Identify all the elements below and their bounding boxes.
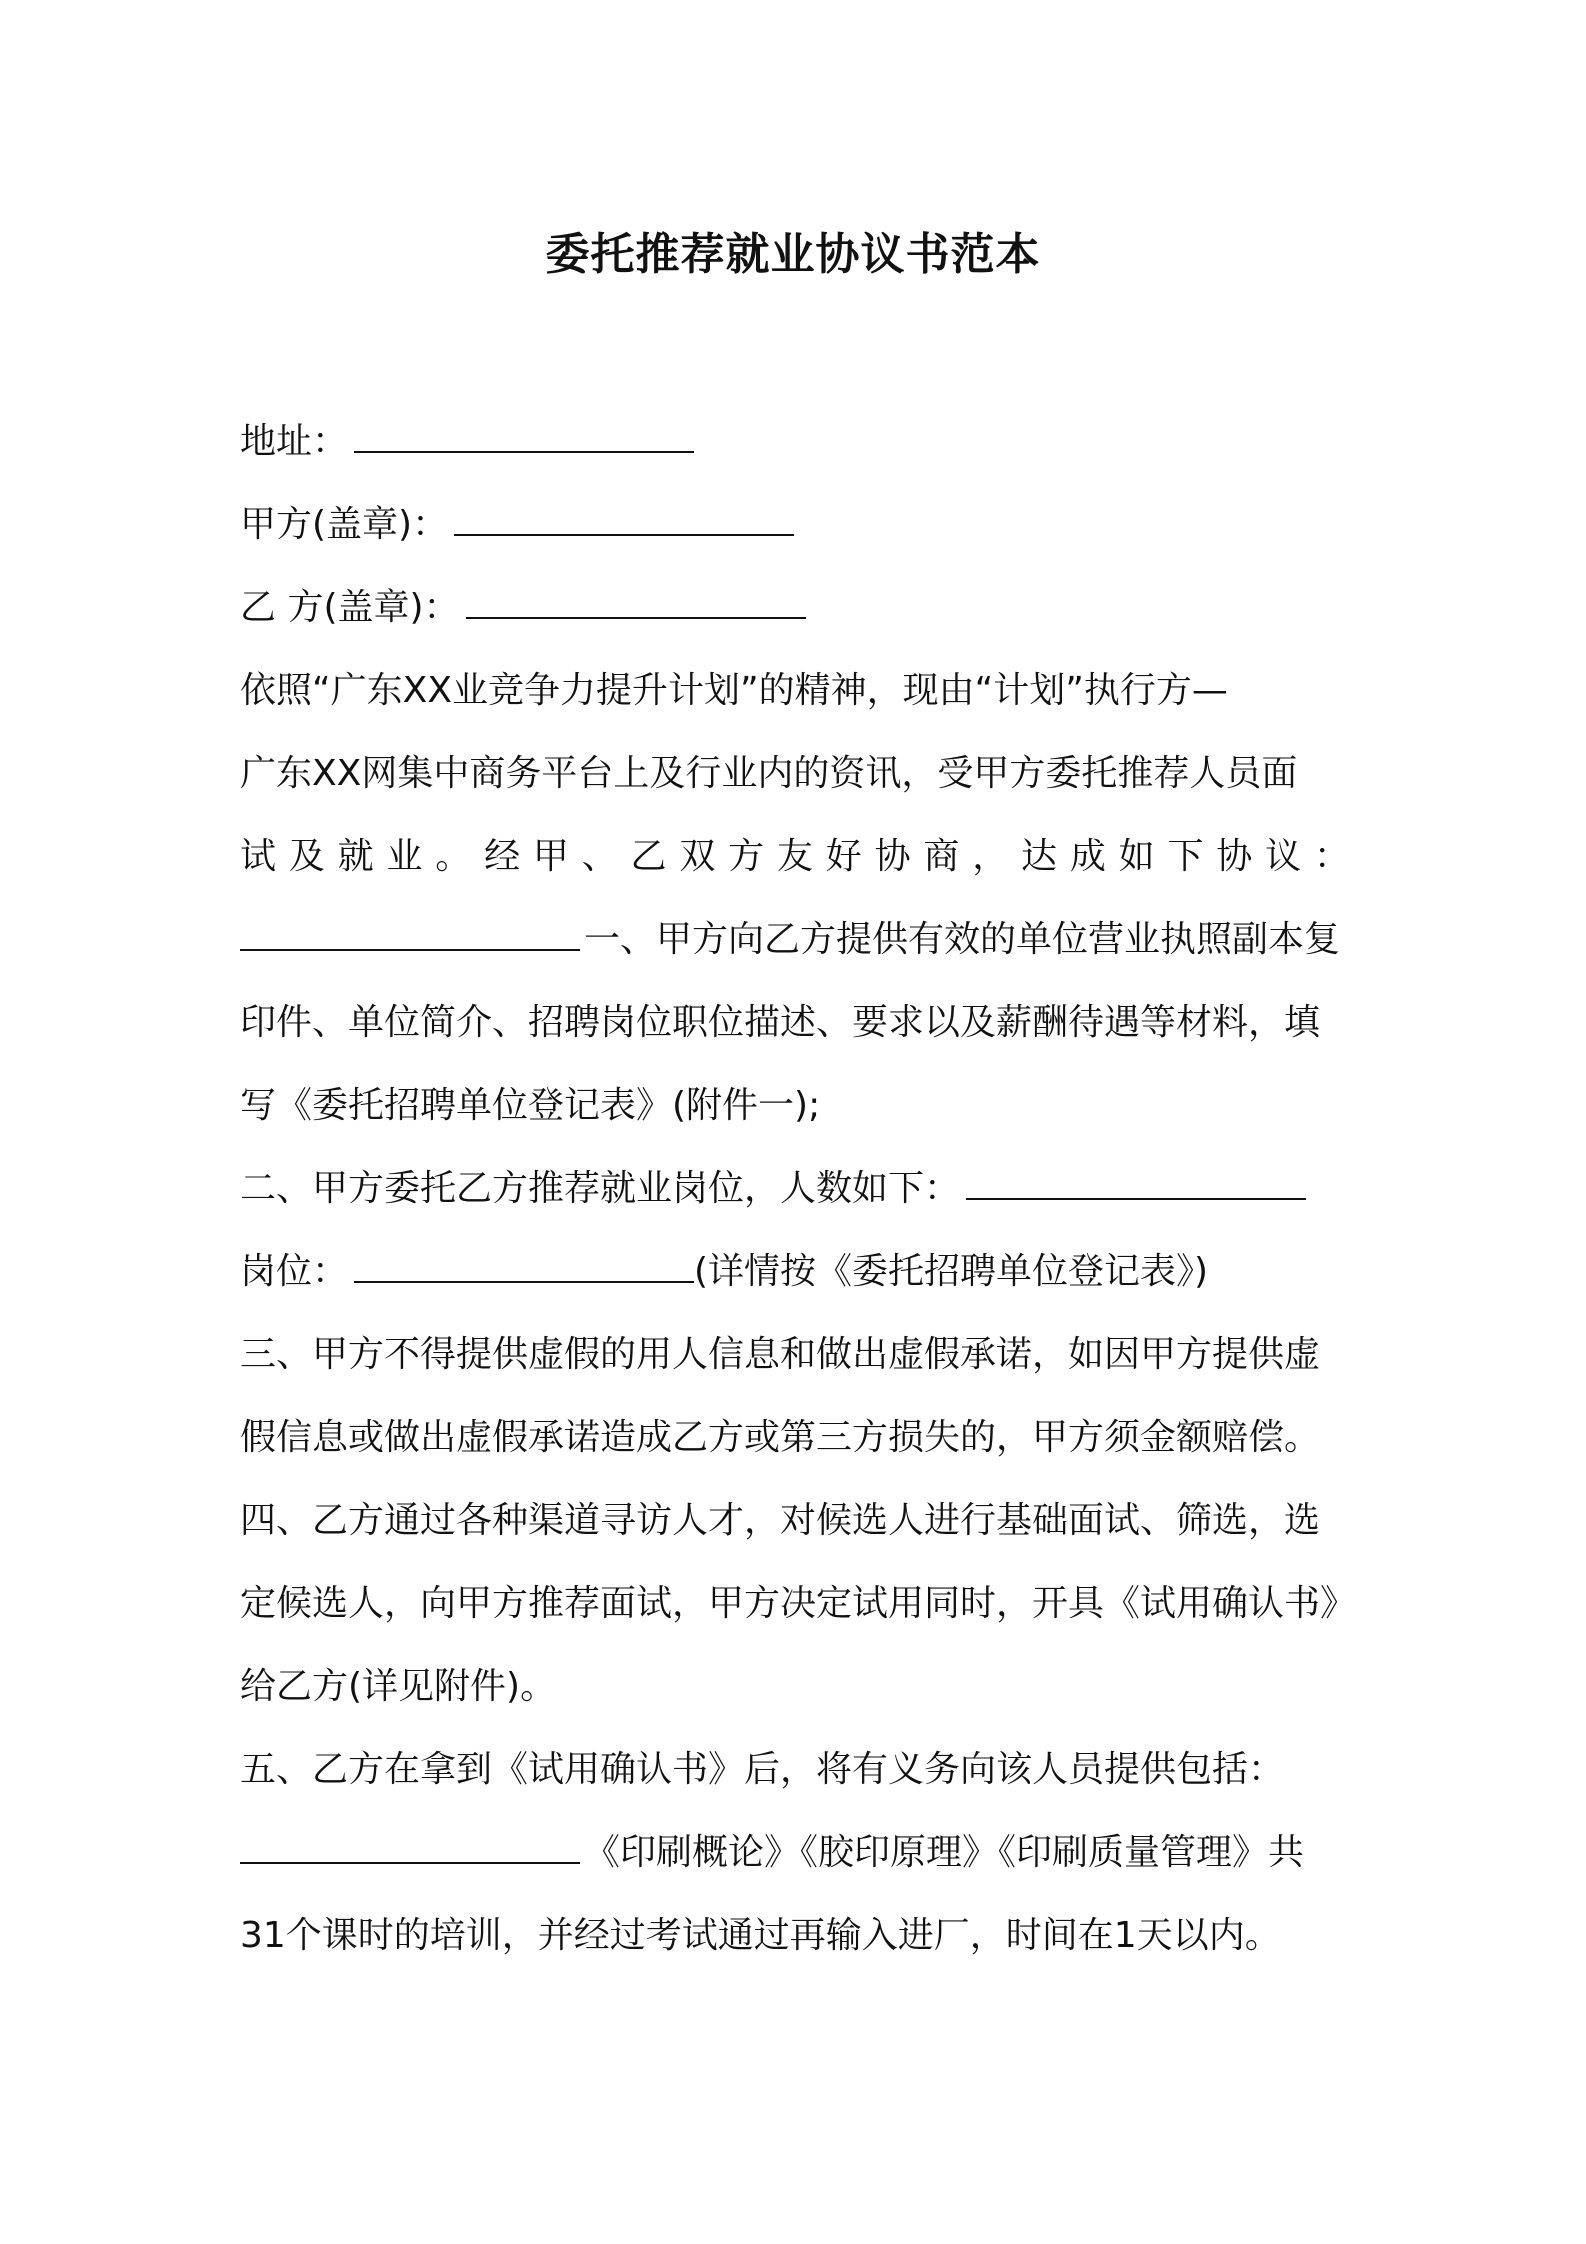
intro-char: 好 <box>825 836 862 877</box>
clause-1-blank[interactable] <box>240 913 580 951</box>
clause-5-text: 《印刷概论》《胶印原理》《印刷质量管理》共 <box>584 1832 1305 1873</box>
intro-line-3 <box>240 815 1350 898</box>
document-title: 委托推荐就业协议书范本 <box>545 229 1041 280</box>
clause-2-line-2 <box>240 1230 1350 1313</box>
position-label: 岗位： <box>240 1251 349 1292</box>
clause-4-line-3: 给乙方(详见附件)。 <box>240 1666 557 1707</box>
party-a-blank[interactable] <box>454 498 794 536</box>
intro-line-1: 依照“广东XX业竞争力提升计划”的精神，现由“计划”执行方— <box>240 670 1228 711</box>
clause-3-line-1: 三、甲方不得提供虚假的用人信息和做出虚假承诺，如因甲方提供虚 <box>240 1334 1321 1375</box>
intro-char: ， <box>972 836 1009 877</box>
headcount-blank[interactable] <box>966 1162 1306 1200</box>
intro-char: 议 <box>1265 836 1302 877</box>
intro-char: 友 <box>776 836 813 877</box>
intro-char: 甲 <box>532 836 569 877</box>
address-field <box>240 400 1350 483</box>
party-b-blank[interactable] <box>466 581 806 619</box>
party-b-label: 乙 方(盖章)： <box>240 587 460 628</box>
intro-char: 就 <box>337 836 374 877</box>
clause-2-text: 二、甲方委托乙方推荐就业岗位，人数如下： <box>240 1168 961 1209</box>
clause-5-line-2 <box>240 1811 1350 1894</box>
intro-char: 双 <box>679 836 716 877</box>
clause-1-line-1 <box>240 898 1350 981</box>
intro-char: ： <box>1313 836 1350 877</box>
clause-1-text: 一、甲方向乙方提供有效的单位营业执照副本复 <box>584 919 1341 960</box>
intro-char: 成 <box>1069 836 1106 877</box>
position-blank[interactable] <box>354 1245 694 1283</box>
intro-char: 达 <box>1021 836 1058 877</box>
document-body <box>240 400 1357 1977</box>
intro-char: 下 <box>1167 836 1204 877</box>
position-note: (详情按《委托招聘单位登记表》) <box>694 1251 1209 1292</box>
clause-3-line-2: 假信息或做出虚假承诺造成乙方或第三方损失的，甲方须金额赔偿。 <box>240 1417 1321 1458</box>
clause-4-line-2: 定候选人，向甲方推荐面试，甲方决定试用同时，开具《试用确认书》 <box>240 1583 1357 1624</box>
address-label: 地址： <box>240 421 349 462</box>
intro-char: 、 <box>581 836 618 877</box>
intro-char: 方 <box>728 836 765 877</box>
address-blank[interactable] <box>354 415 694 453</box>
intro-char: 及 <box>288 836 325 877</box>
intro-char: 业 <box>386 836 423 877</box>
intro-line-2: 广东XX网集中商务平台上及行业内的资讯，受甲方委托推荐人员面 <box>240 753 1298 794</box>
intro-char: 试 <box>240 836 277 877</box>
clause-1-line-2: 印件、单位简介、招聘岗位职位描述、要求以及薪酬待遇等材料，填 <box>240 1002 1321 1043</box>
intro-char: 乙 <box>630 836 667 877</box>
clause-5-line-3: 31个课时的培训，并经过考试通过再输入进厂，时间在1天以内。 <box>240 1915 1281 1956</box>
clause-1-line-3: 写《委托招聘单位登记表》(附件一); <box>240 1085 821 1126</box>
intro-char: 协 <box>874 836 911 877</box>
intro-char: 协 <box>1216 836 1253 877</box>
party-b-field <box>240 566 1350 649</box>
party-a-field <box>240 483 1350 566</box>
intro-char: 商 <box>923 836 960 877</box>
clause-5-blank[interactable] <box>240 1826 580 1864</box>
intro-char: 经 <box>484 836 521 877</box>
clause-4-line-1: 四、乙方通过各种渠道寻访人才，对候选人进行基础面试、筛选，选 <box>240 1500 1321 1541</box>
intro-char: 如 <box>1118 836 1155 877</box>
clause-5-line-1: 五、乙方在拿到《试用确认书》后，将有义务向该人员提供包括： <box>240 1749 1285 1790</box>
party-a-label: 甲方(盖章)： <box>240 504 449 545</box>
intro-char: 。 <box>435 836 472 877</box>
clause-2-line-1 <box>240 1147 1350 1230</box>
